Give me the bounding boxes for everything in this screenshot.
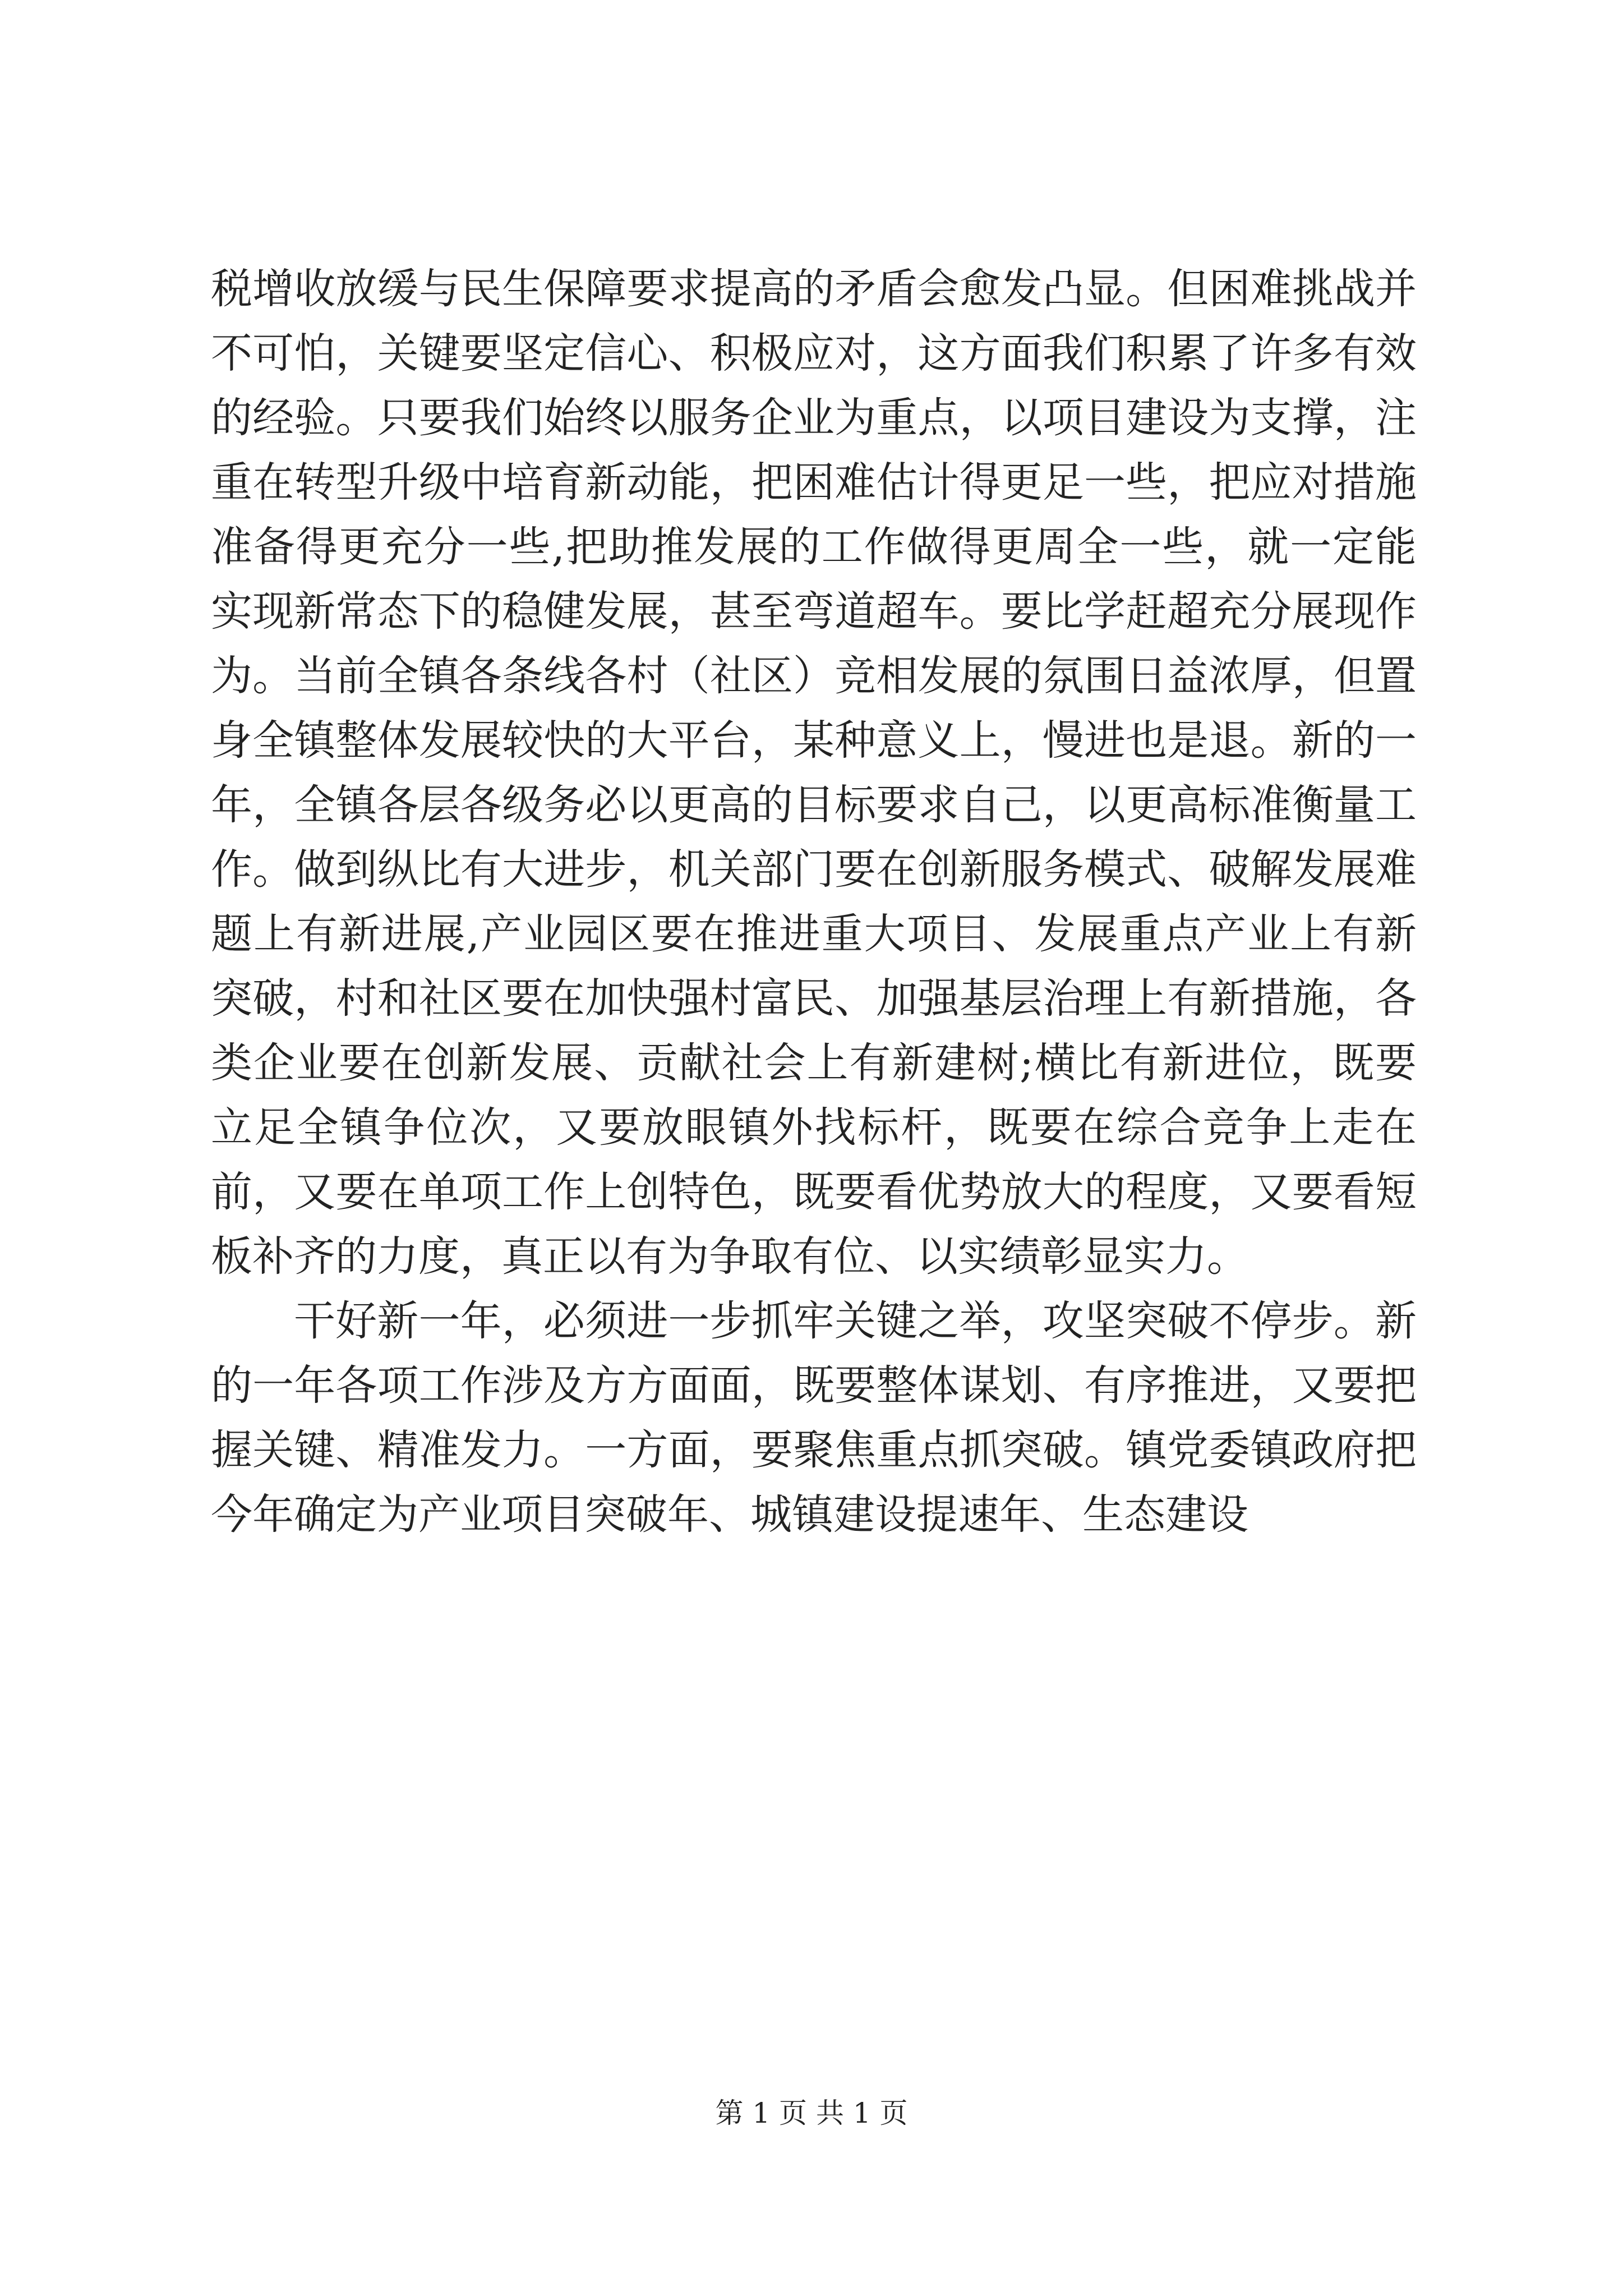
paragraph-1: 税增收放缓与民生保障要求提高的矛盾会愈发凸显。但困难挑战并不可怕，关键要坚定信心、积极应对，这方面我们积累了许多有效的经验。只要我们始终以服务企业为重点，以项目建设为支撑，注重在转型升级中培育新动能，把困难估计得更足一些，把应对措施准备得更充分一些,把助推发展的工作做得更周全一些，就一定能实现新常态下的稳健发展，甚至弯道超车。要比学赶超充分展现作为。当前全镇各条线各村（社区）竞相发展的氛围日益浓厚，但置身全镇整体发展较快的大平台，某种意义上，慢进也是退。新的一年，全镇各层各级务必以更高的目标要求自己，以更高标准衡量工作。做到纵比有大进步，机关部门要在创新服务模式、破解发展难题上有新进展,产业园区要在推进重大项目、发展重点产业上有新突破，村和社区要在加快强村富民、加强基层治理上有新措施，各类企业要在创新发展、贡献社会上有新建树;横比有新进位，既要立足全镇争位次，又要放眼镇外找标杆，既要在综合竞争上走在前，又要在单项工作上创特色，既要看优势放大的程度，又要看短板补齐的力度，真正以有为争取有位、以实绩彰显实力。 bbox=[211, 265, 1417, 1281]
page-footer: 第 1 页 共 1 页 bbox=[715, 2097, 908, 2129]
paragraph-2: 干好新一年，必须进一步抓牢关键之举，攻坚突破不停步。新的一年各项工作涉及方方面面，既要整体谋划、有序推进，又要把握关键、精准发力。一方面，要聚焦重点抓突破。镇党委镇政府把今年确定为产业项目突破年、城镇建设提速年、生态建设 bbox=[211, 1297, 1417, 1539]
document-body bbox=[211, 257, 1417, 1547]
